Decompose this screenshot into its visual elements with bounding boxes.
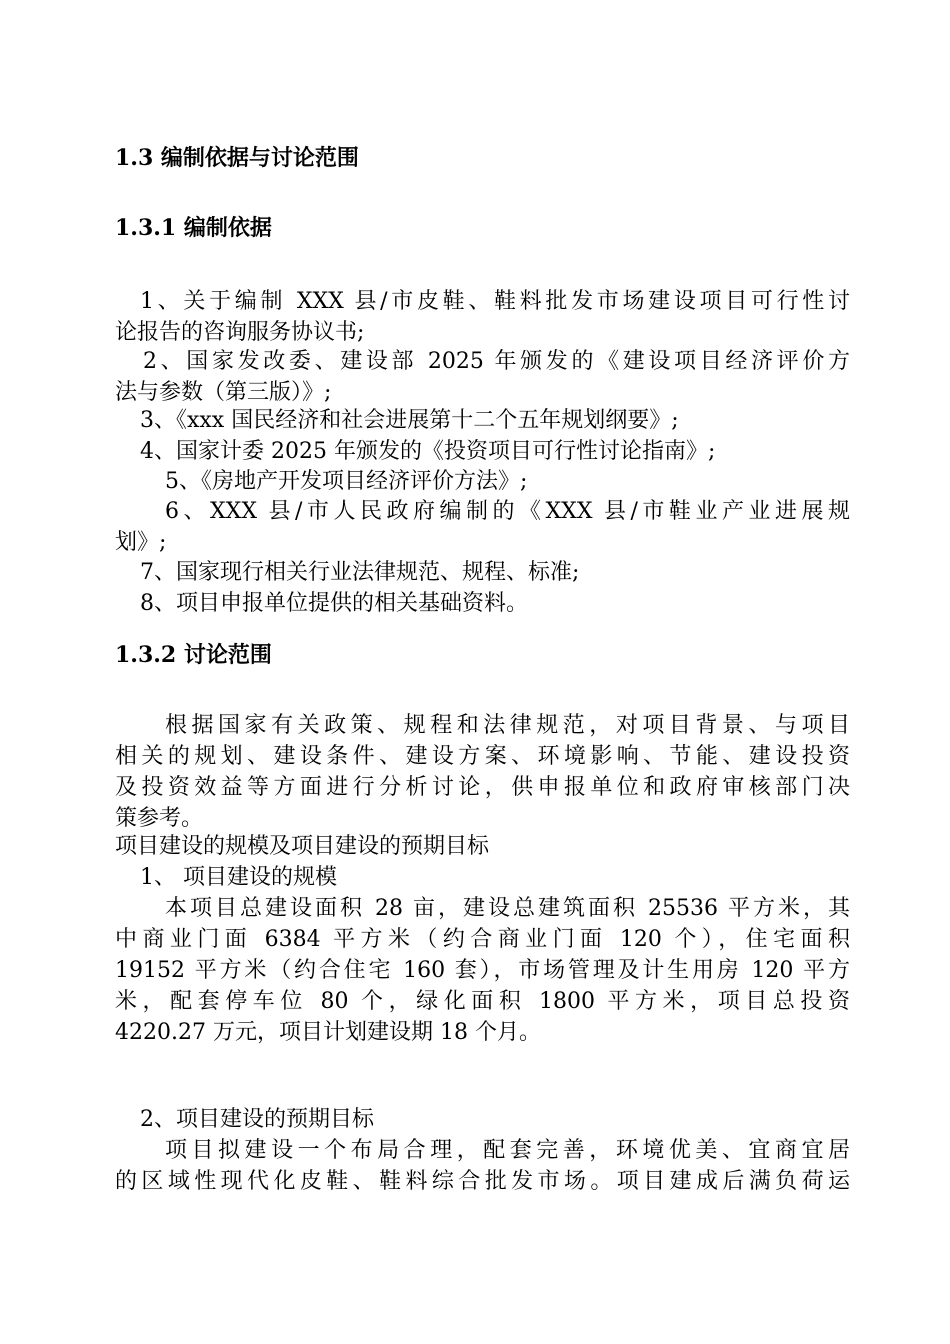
basis-item-6 (115, 496, 850, 558)
goals-title: 项目建设的规模及项目建设的预期目标 (115, 834, 490, 859)
basis-item-1-line-2: 论报告的咨询服务协议书; (115, 320, 365, 345)
scale-line-4: 米，配套停车位 80 个，绿化面积 1800 平方米，项目总投资 (115, 989, 850, 1014)
scale-line-1: 本项目总建设面积 28 亩，建设总建筑面积 25536 平方米，其 (165, 896, 850, 921)
basis-item-1 (115, 286, 850, 348)
scope-line-1: 根据国家有关政策、规程和法律规范，对项目背景、与项目 (165, 713, 850, 738)
section-heading-1-3: 1.3 编制依据与讨论范围 (115, 145, 359, 171)
scope-paragraph (115, 710, 850, 834)
target-title: 2、项目建设的预期目标 (140, 1107, 374, 1132)
basis-item-2-line-1: 2、国家发改委、建设部 2025 年颁发的《建设项目经济评价方 (143, 349, 850, 374)
basis-item-5: 5、《房地产开发项目经济评价方法》; (165, 469, 528, 494)
section-heading-1-3-1: 1.3.1 编制依据 (115, 215, 272, 241)
scope-line-2: 相关的规划、建设条件、建设方案、环境影响、节能、建设投资 (115, 744, 850, 769)
scope-line-3: 及投资效益等方面进行分析讨论，供申报单位和政府审核部门决 (115, 775, 850, 800)
scale-title: 1、 项目建设的规模 (140, 865, 337, 890)
scale-line-2: 中商业门面 6384 平方米（约合商业门面 120 个），住宅面积 (115, 927, 850, 952)
basis-item-8: 8、项目申报单位提供的相关基础资料。 (140, 591, 528, 616)
basis-item-4: 4、国家计委 2025 年颁发的《投资项目可行性讨论指南》; (140, 439, 716, 464)
basis-item-3: 3、《xxx 国民经济和社会进展第十二个五年规划纲要》; (140, 408, 679, 433)
basis-item-1-line-1: 1、关于编制 XXX 县/市皮鞋、鞋料批发市场建设项目可行性讨 (140, 289, 850, 314)
basis-item-6-line-2: 划》; (115, 530, 167, 555)
target-line-1: 项目拟建设一个布局合理，配套完善，环境优美、宜商宜居 (165, 1138, 850, 1163)
target-line-2: 的区域性现代化皮鞋、鞋料综合批发市场。项目建成后满负荷运 (115, 1169, 850, 1194)
scale-line-3: 19152 平方米（约合住宅 160 套），市场管理及计生用房 120 平方 (115, 958, 850, 983)
basis-item-7: 7、国家现行相关行业法律规范、规程、标准; (140, 560, 580, 585)
scale-line-5: 4220.27 万元，项目计划建设期 18 个月。 (115, 1020, 541, 1045)
scope-line-4: 策参考。 (115, 806, 204, 831)
basis-item-2-line-2: 法与参数（第三版）》; (115, 380, 332, 405)
target-paragraph (115, 1135, 850, 1197)
scale-paragraph (115, 893, 850, 1048)
section-heading-1-3-2: 1.3.2 讨论范围 (115, 642, 272, 668)
basis-item-6-line-1: 6、XXX 县/市人民政府编制的《XXX 县/市鞋业产业进展规 (165, 499, 850, 524)
basis-item-2 (115, 346, 850, 408)
